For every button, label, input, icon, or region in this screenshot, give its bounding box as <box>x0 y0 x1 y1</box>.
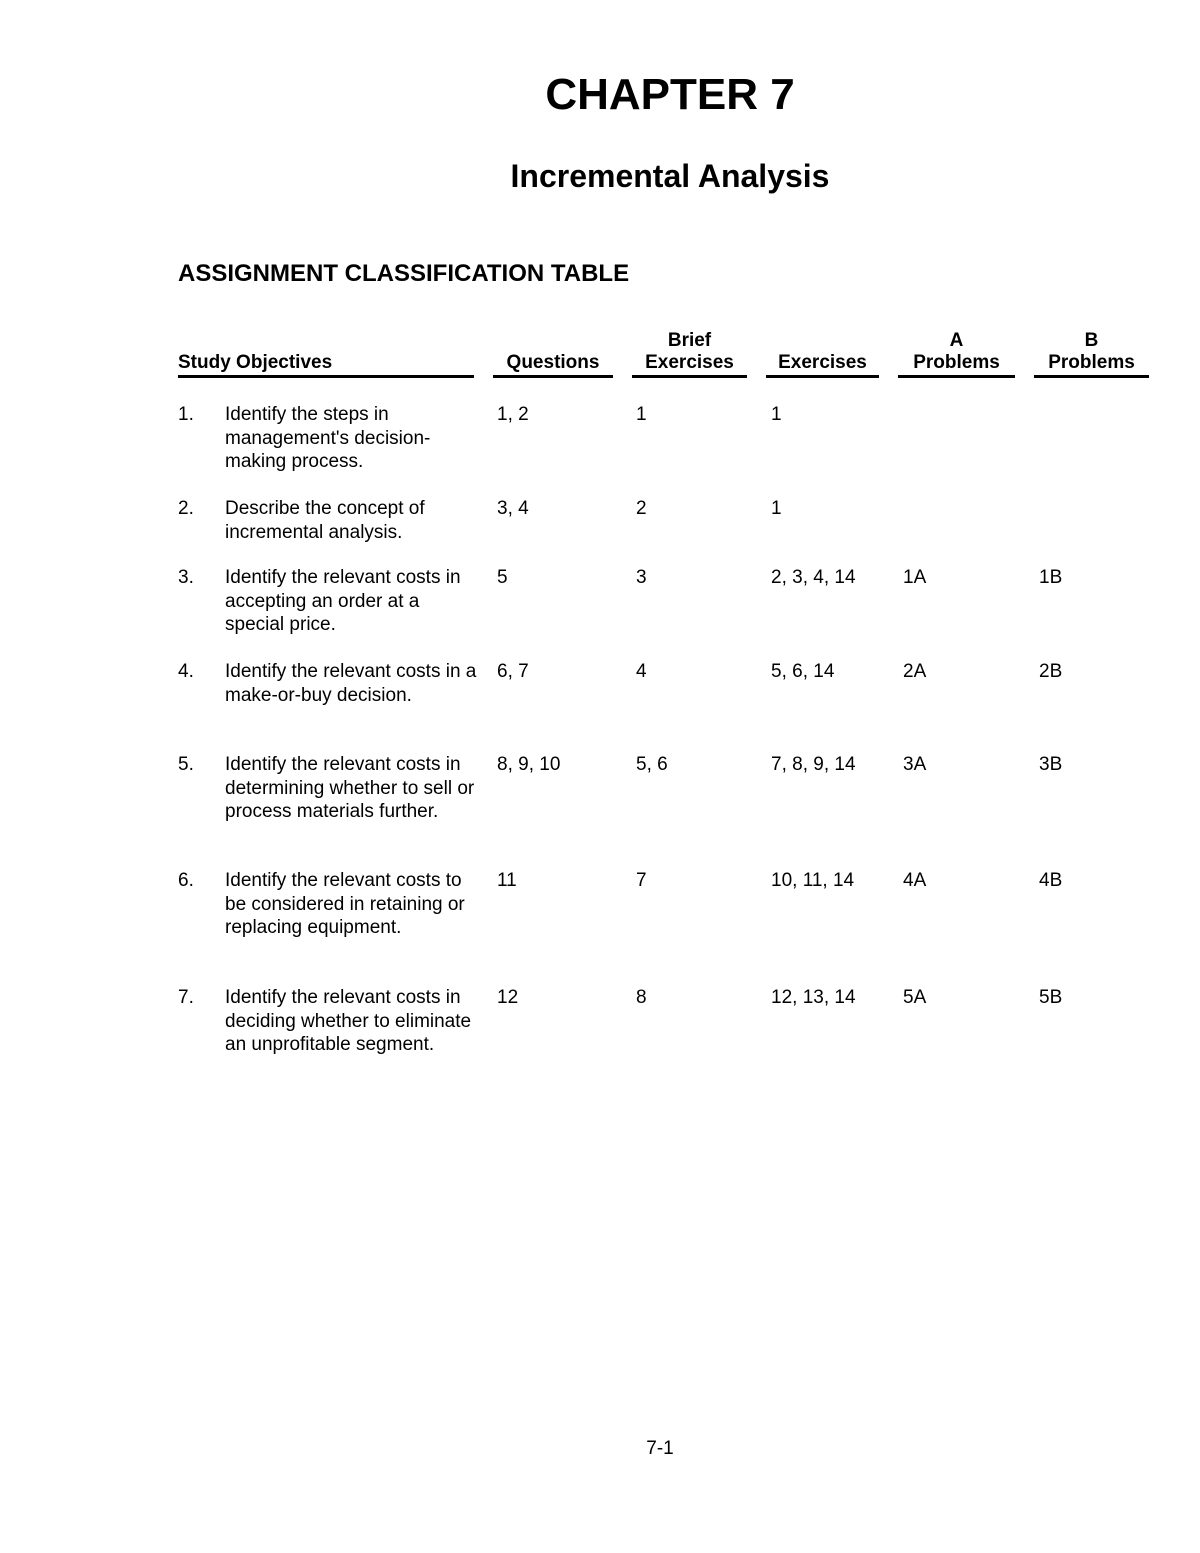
questions-cell: 6, 7 <box>497 661 529 682</box>
b-problems-cell: 3B <box>1039 754 1063 775</box>
objective-text: Identify the relevant costs in determining whether to sell or process materials further. <box>225 754 475 822</box>
brief-exercises-cell: 3 <box>636 567 647 588</box>
objective-text: Identify the relevant costs to be considered in retaining or replacing equipment. <box>225 870 465 938</box>
exercises-cell: 12, 13, 14 <box>771 987 856 1008</box>
header-study-objectives: Study Objectives <box>178 352 474 378</box>
questions-cell: 8, 9, 10 <box>497 754 561 775</box>
brief-exercises-cell: 8 <box>636 987 647 1008</box>
exercises-cell: 10, 11, 14 <box>771 870 855 891</box>
exercises-cell: 2, 3, 4, 14 <box>771 567 856 588</box>
b-problems-cell: 2B <box>1039 661 1063 682</box>
chapter-subtitle: Incremental Analysis <box>510 158 830 194</box>
objective-text: Identify the relevant costs in accepting an order at a special price. <box>225 567 461 635</box>
header-questions: Questions <box>493 352 613 378</box>
exercises-cell: 7, 8, 9, 14 <box>771 754 856 775</box>
exercises-cell: 1 <box>771 404 782 425</box>
brief-exercises-cell: 7 <box>636 870 647 891</box>
objective-number: 6. <box>178 870 194 891</box>
objective-number: 2. <box>178 498 194 519</box>
objective-text: Identify the relevant costs in a make-or-buy decision. <box>225 661 477 706</box>
objective-number: 5. <box>178 754 194 775</box>
brief-exercises-cell: 1 <box>636 404 647 425</box>
objective-number: 3. <box>178 567 194 588</box>
header-exercises: Exercises <box>766 352 879 378</box>
objective-number: 4. <box>178 661 194 682</box>
header-a-problems: A Problems <box>898 330 1015 378</box>
brief-exercises-cell: 2 <box>636 498 647 519</box>
b-problems-cell: 5B <box>1039 987 1063 1008</box>
questions-cell: 5 <box>497 567 508 588</box>
brief-exercises-cell: 5, 6 <box>636 754 668 775</box>
a-problems-cell: 4A <box>903 870 927 891</box>
questions-cell: 12 <box>497 987 519 1008</box>
objective-text: Identify the steps in management's decision-making process. <box>225 404 431 472</box>
b-problems-cell: 4B <box>1039 870 1063 891</box>
section-heading: ASSIGNMENT CLASSIFICATION TABLE <box>178 260 630 287</box>
objective-number: 7. <box>178 987 194 1008</box>
exercises-cell: 1 <box>771 498 782 519</box>
questions-cell: 1, 2 <box>497 404 529 425</box>
objective-number: 1. <box>178 404 194 425</box>
page-number: 7-1 <box>646 1438 674 1459</box>
exercises-cell: 5, 6, 14 <box>771 661 835 682</box>
objective-text: Identify the relevant costs in deciding whether to eliminate an unprofitable segment. <box>225 987 472 1055</box>
b-problems-cell: 1B <box>1039 567 1063 588</box>
objective-text: Describe the concept of incremental analysis. <box>225 498 425 543</box>
header-b-problems: B Problems <box>1034 330 1149 378</box>
questions-cell: 11 <box>497 870 517 891</box>
a-problems-cell: 5A <box>903 987 927 1008</box>
a-problems-cell: 2A <box>903 661 927 682</box>
brief-exercises-cell: 4 <box>636 661 647 682</box>
a-problems-cell: 1A <box>903 567 927 588</box>
header-brief-exercises: Brief Exercises <box>632 330 747 378</box>
chapter-title: CHAPTER 7 <box>545 70 795 119</box>
a-problems-cell: 3A <box>903 754 927 775</box>
questions-cell: 3, 4 <box>497 498 529 519</box>
